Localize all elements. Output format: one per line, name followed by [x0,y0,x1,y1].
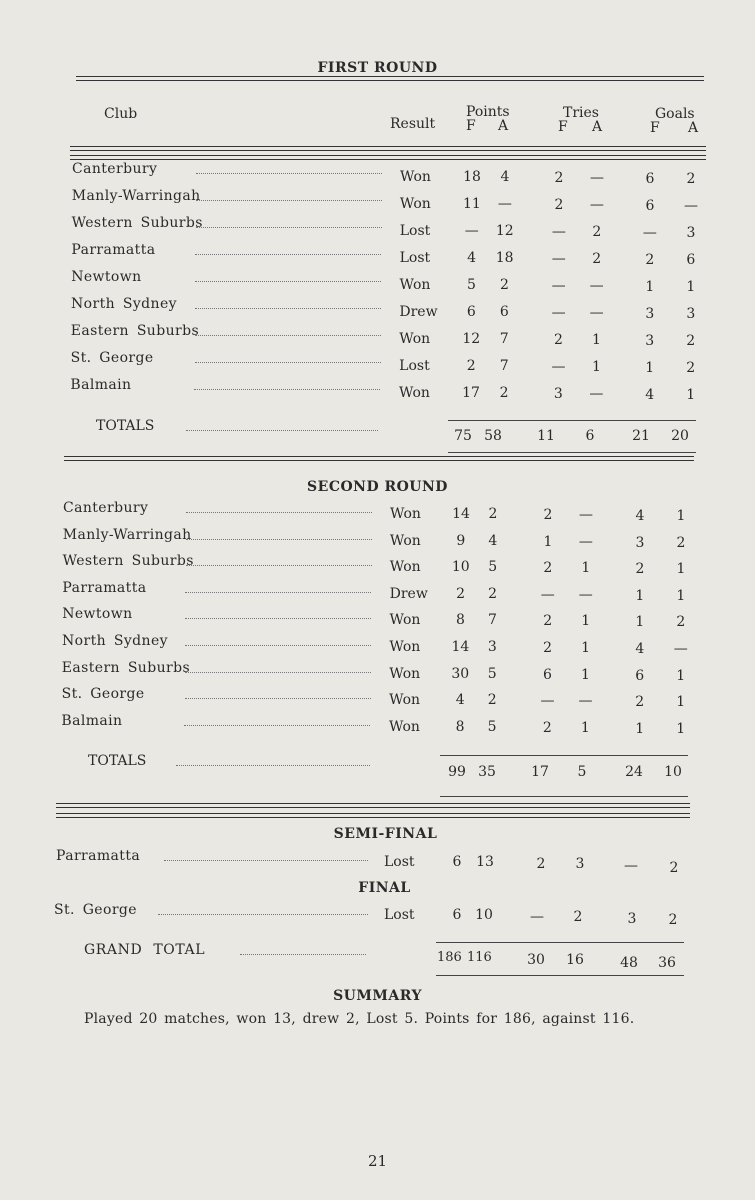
goals-for: 2 [635,561,645,578]
tries-for: 6 [543,666,552,683]
points-for: 12 [462,331,481,347]
points-against: 5 [487,718,497,735]
second-totals-bottom-rule [440,796,688,797]
goals-against: 2 [668,912,678,928]
tries-against: — [589,278,604,294]
tries-against: 3 [575,856,585,872]
grand-total-points-against: 116 [467,950,492,965]
leader-dots [196,200,382,201]
result: Won [389,692,421,709]
summary-text: Played 20 matches, won 13, drew 2, Lost 5. Points for 186, against 116. [84,1011,635,1027]
header-tries-f: F [558,119,568,135]
club-name: Balmain [61,712,123,729]
tries-for: 2 [554,332,563,348]
club-name: Parramatta [62,579,147,596]
totals-goals-for: 24 [625,764,643,780]
totals-points-against: 58 [484,428,502,444]
goals-against: 2 [676,614,686,631]
points-for: 5 [467,277,476,293]
goals-against: — [683,198,698,214]
table-row [0,713,755,735]
semi-final-title: SEMI-FINAL [333,826,438,842]
second-round-title: SECOND ROUND [307,479,448,495]
tries-against: — [589,386,604,402]
points-against: 2 [488,585,498,602]
table-row [0,161,755,187]
club-name: Manly-Warringah [62,526,192,543]
points-against: 2 [487,692,497,709]
result: Won [389,532,421,549]
tries-against: — [589,305,604,321]
goals-for: 3 [645,333,655,349]
tries-for: 2 [554,197,564,213]
result: Lost [384,907,415,923]
club-name: St. George [54,902,137,918]
grand-total-label: GRAND TOTAL [84,942,206,958]
semi-final-row [0,848,755,876]
result: Lost [399,223,431,239]
points-for: 18 [463,169,481,185]
points-for: 6 [466,304,476,320]
goals-against: 1 [676,561,686,578]
header-bottom-rule [70,146,706,147]
tries-for: — [530,909,544,925]
points-against: 3 [487,639,497,655]
points-against: 6 [499,304,509,320]
tries-against: — [578,586,593,603]
tries-for: 2 [543,613,553,630]
goals-for: 1 [635,720,645,737]
points-against: 2 [499,385,509,401]
points-for: 4 [455,692,465,709]
totals-points-against: 35 [478,764,496,780]
result: Won [399,277,431,293]
points-against: 7 [499,358,509,374]
tries-against: 1 [581,560,591,577]
goals-against: 2 [686,360,696,376]
points-for: 11 [462,196,481,212]
result: Won [399,196,431,212]
tries-against: 1 [591,359,601,375]
club-name: Parramatta [56,848,141,864]
tries-for: 2 [554,170,564,186]
leader-dots [195,281,381,282]
tries-for: 2 [543,640,553,656]
totals-tries-for: 17 [531,764,549,780]
first-round-title: FIRST ROUND [317,60,438,76]
page-number: 21 [367,1152,388,1170]
points-for: 30 [451,665,470,682]
points-against: 5 [488,559,498,576]
club-name: St. George [70,350,154,366]
totals-tries-against: 5 [577,764,587,780]
tries-for: 2 [536,856,546,872]
goals-for: 1 [635,614,645,631]
leader-dots [195,362,381,363]
club-name: North Sydney [62,633,168,649]
table-row [0,527,755,549]
result: Drew [399,304,438,320]
totals-label: TOTALS [88,753,147,769]
tries-for: 2 [543,560,553,577]
second-round-totals-values [0,764,755,786]
club-name: Canterbury [72,161,158,177]
club-name: Western Suburbs [62,553,194,570]
tries-for: — [540,586,555,603]
tries-for: — [551,251,566,267]
table-row [0,188,755,214]
club-name: Canterbury [63,500,149,516]
header-goals-a: A [688,120,699,136]
grand-total-bottom-rule [436,975,684,976]
totals-points-for: 99 [448,764,466,780]
goals-against: 2 [669,860,679,876]
points-for: 9 [456,532,466,549]
result: Won [389,559,421,576]
table-row [0,323,755,349]
totals-tries-for: 11 [537,428,555,444]
leader-dots [196,173,382,174]
points-for: 14 [451,639,470,655]
totals-goals-against: 20 [671,428,689,444]
final-row [0,902,755,928]
goals-for: 4 [645,387,655,403]
points-for: 14 [452,506,470,522]
points-against: 2 [488,506,498,522]
leader-dots [195,335,381,336]
points-against: 12 [495,223,514,239]
goals-for: 3 [645,306,655,322]
totals-goals-against: 10 [664,764,682,780]
result: Won [389,665,421,682]
goals-for: 4 [635,641,645,657]
goals-against: 1 [676,508,686,524]
leader-dots [195,308,381,309]
points-for: — [464,223,479,239]
result: Won [399,331,431,347]
goals-against: 1 [676,694,686,711]
points-for: 10 [451,559,470,576]
goals-against: 1 [676,667,686,684]
table-row [0,660,755,682]
first-round-totals-values [0,428,755,450]
table-row [0,350,755,376]
summary-title: SUMMARY [333,988,422,1004]
points-for: 17 [462,385,480,401]
goals-for: 1 [645,279,655,295]
leader-dots [185,698,371,699]
tries-against: — [589,197,604,213]
points-for: 8 [455,718,465,735]
tries-for: 3 [553,386,563,402]
goals-for: 2 [635,694,645,711]
club-name: North Sydney [71,296,177,312]
result: Drew [389,585,428,602]
points-against: 7 [499,331,509,347]
points-for: 6 [452,907,462,923]
club-name: St. George [61,686,145,703]
leader-dots [185,645,371,646]
club-name: Parramatta [71,242,156,258]
header-points-a: A [498,118,509,134]
header-goals: Goals [655,106,695,122]
points-against: 4 [500,169,510,185]
goals-for: 2 [645,252,655,268]
goals-against: 6 [686,252,696,268]
leader-dots [186,539,372,540]
grand-total-goals-against: 36 [658,955,676,971]
goals-against: 1 [686,279,696,295]
header-points: Points [466,104,510,120]
result: Won [389,639,421,655]
points-against: 2 [500,277,509,293]
header-goals-f: F [650,120,660,136]
tries-against: 1 [592,332,601,348]
goals-against: — [673,641,688,657]
header-result: Result [390,116,436,132]
goals-for: 6 [645,171,655,187]
goals-against: 2 [686,333,696,349]
tries-against: — [590,170,604,186]
header-tries-a: A [592,119,603,135]
grand-total-goals-for: 48 [620,955,638,971]
header-tries: Tries [563,105,599,121]
goals-against: 2 [686,171,696,187]
table-row [0,633,755,655]
tries-for: — [551,305,566,321]
goals-for: — [624,858,638,874]
points-for: 4 [467,250,477,266]
club-name: Manly-Warringah [71,188,201,204]
second-round-end-rule [56,803,690,804]
grand-total-values [0,950,755,972]
tries-against: 2 [592,251,602,267]
goals-for: 3 [627,911,637,927]
goals-against: 3 [686,225,696,241]
goals-against: 3 [686,306,696,322]
tries-for: — [540,693,555,710]
grand-total-tries-against: 16 [566,952,584,968]
leader-dots [186,565,372,566]
points-against: 10 [475,907,493,923]
totals-tries-against: 6 [585,428,595,444]
goals-against: 1 [676,720,686,737]
leader-dots [196,227,382,228]
totals-label: TOTALS [96,418,155,434]
header-points-f: F [466,118,476,134]
leader-dots [195,254,381,255]
leader-dots [184,725,370,726]
club-name: Newtown [71,269,142,285]
leader-dots [186,512,372,513]
header-bottom-rule-2 [70,155,706,156]
header-top-rule [76,76,704,77]
club-name: Newtown [62,606,133,623]
points-for: 6 [452,854,462,870]
points-against: 18 [495,250,514,266]
leader-dots [185,618,371,619]
points-for: 2 [466,358,476,374]
points-against: 7 [488,612,497,629]
first-totals-bottom-rule [448,452,696,453]
totals-points-for: 75 [454,428,472,444]
result: Won [390,506,421,522]
points-against: 13 [476,854,494,870]
tries-against: 1 [580,719,590,736]
leader-dots [194,389,380,390]
club-name: Eastern Suburbs [61,659,191,676]
goals-for: 4 [635,508,645,524]
goals-for: 1 [645,360,655,376]
goals-for: 3 [635,534,645,551]
result: Lost [384,854,415,870]
points-against: 5 [487,665,497,682]
table-row [0,242,755,268]
table-row [0,500,755,522]
first-round-end-rule [64,456,694,457]
tries-against: 2 [592,224,602,240]
result: Won [400,169,431,185]
tries-for: — [551,359,566,375]
club-name: Balmain [70,377,132,393]
points-for: 8 [456,612,465,629]
tries-for: 2 [542,719,552,736]
result: Won [389,612,421,629]
goals-for: — [642,225,657,241]
tries-for: — [551,278,566,294]
totals-goals-for: 21 [632,428,650,444]
tries-for: — [551,224,566,240]
table-row [0,215,755,241]
club-name: Western Suburbs [71,215,203,231]
tries-against: — [578,693,593,710]
leader-dots [185,592,371,593]
table-row [0,269,755,295]
tries-for: 2 [543,507,553,523]
tries-against: — [579,507,593,523]
goals-against: 1 [676,587,686,604]
final-title: FINAL [358,880,411,896]
table-row [0,580,755,602]
leader-dots [185,672,371,673]
club-name: Eastern Suburbs [70,323,200,339]
table-row [0,296,755,322]
leader-dots [164,860,368,861]
result: Lost [399,358,430,374]
tries-for: 1 [543,533,553,550]
tries-against: 1 [581,613,591,630]
goals-for: 6 [635,667,645,684]
grand-total-points-for: 186 [437,950,462,965]
goals-for: 1 [635,587,645,604]
grand-total-tries-for: 30 [527,952,545,968]
points-against: 4 [488,532,498,549]
goals-against: 1 [686,387,696,403]
tries-against: 2 [573,909,583,925]
table-row [0,553,755,578]
points-against: — [497,196,512,212]
goals-for: 6 [645,198,655,214]
result: Lost [399,250,431,266]
leader-dots [158,914,368,915]
goals-against: 2 [676,534,686,551]
result: Won [399,385,430,401]
header-club: Club [104,106,138,122]
table-row [0,377,755,403]
tries-against: — [578,533,593,550]
tries-against: 1 [581,640,591,656]
table-row [0,606,755,631]
table-row [0,686,755,711]
second-round-end-rule-2 [56,813,690,814]
result: Won [389,718,420,735]
points-for: 2 [456,585,466,602]
tries-against: 1 [581,666,590,683]
